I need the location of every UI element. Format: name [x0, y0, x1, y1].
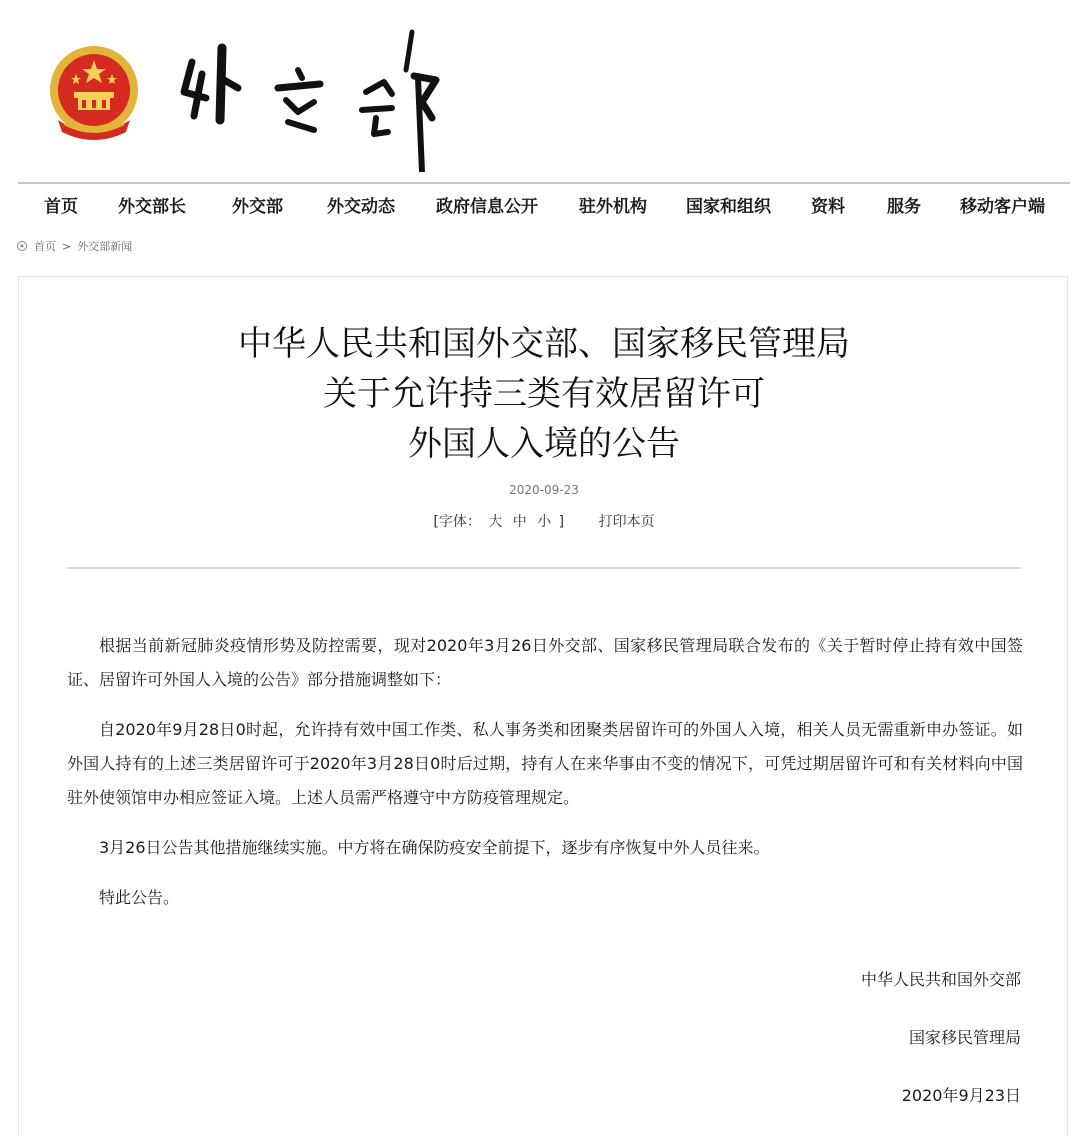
- article-title: [19, 319, 1069, 469]
- breadcrumb: [16, 238, 132, 254]
- signature-mfa: 中华人民共和国外交部: [860, 970, 1021, 989]
- nav-item-services[interactable]: 服务: [887, 197, 921, 217]
- nav-item-countries-organizations[interactable]: 国家和组织: [686, 197, 771, 217]
- nav-item-missions-abroad[interactable]: 驻外机构: [579, 197, 647, 217]
- signature-date: 2020年9月23日: [901, 1086, 1021, 1105]
- nav-item-government-info[interactable]: 政府信息公开: [436, 197, 538, 217]
- nav-item-minister[interactable]: 外交部长: [118, 197, 186, 217]
- article-paragraph: 特此公告。: [99, 888, 180, 907]
- breadcrumb-separator: >: [62, 239, 72, 253]
- site-header: [0, 0, 1080, 180]
- site-logo-calligraphy[interactable]: [170, 22, 470, 172]
- national-emblem-icon[interactable]: [46, 40, 142, 144]
- signature-nia: 国家移民管理局: [908, 1028, 1021, 1047]
- breadcrumb-home[interactable]: 首页: [34, 240, 56, 253]
- article-tools: [19, 511, 1069, 531]
- font-size-label-close: ]: [558, 514, 565, 530]
- nav-item-diplomatic-news[interactable]: 外交动态: [327, 197, 395, 217]
- font-size-label: [字体：: [433, 514, 481, 530]
- nav-item-mobile-client[interactable]: 移动客户端: [960, 197, 1045, 217]
- article-paragraph: 根据当前新冠肺炎疫情形势及防控需要，现对2020年3月26日外交部、国家移民管理局联合发布的《关于暂时停止持有效中国签证、居留许可外国人入境的公告》部分措施调整如下：: [67, 636, 1023, 689]
- article-date: 2020-09-23: [509, 483, 579, 497]
- font-size-small-button[interactable]: 小: [537, 514, 552, 530]
- font-size-large-button[interactable]: 大: [488, 514, 503, 530]
- home-icon: [16, 240, 28, 252]
- nav-item-resources[interactable]: 资料: [811, 197, 845, 217]
- article-paragraph: 自2020年9月28日0时起，允许持有效中国工作类、私人事务类和团聚类居留许可的外国人入境，相关人员无需重新申办签证。如外国人持有的上述三类居留许可于2020年3月28日0时后过期，持有人在来华事由不变的情况下，可凭过期居留许可和有关材料向中国驻外使领馆申办相应签证入境。上述人员需严格遵守中方防疫管理规定。: [67, 720, 1023, 807]
- nav-item-ministry[interactable]: 外交部: [232, 197, 283, 217]
- breadcrumb-current[interactable]: 外交部新闻: [77, 240, 133, 253]
- article-panel: [18, 276, 1068, 1136]
- article-title-line: 关于允许持三类有效居留许可: [323, 374, 765, 414]
- font-size-medium-button[interactable]: 中: [512, 514, 527, 530]
- article-title-line: 中华人民共和国外交部、国家移民管理局: [238, 324, 850, 364]
- nav-item-home[interactable]: 首页: [44, 197, 78, 217]
- article-body: [67, 629, 1023, 931]
- title-divider: [67, 567, 1021, 569]
- article-title-line: 外国人入境的公告: [408, 424, 680, 464]
- main-nav: [18, 182, 1070, 228]
- print-page-link[interactable]: 打印本页: [598, 514, 655, 530]
- article-paragraph: 3月26日公告其他措施继续实施。中方将在确保防疫安全前提下，逐步有序恢复中外人员往来。: [99, 838, 770, 857]
